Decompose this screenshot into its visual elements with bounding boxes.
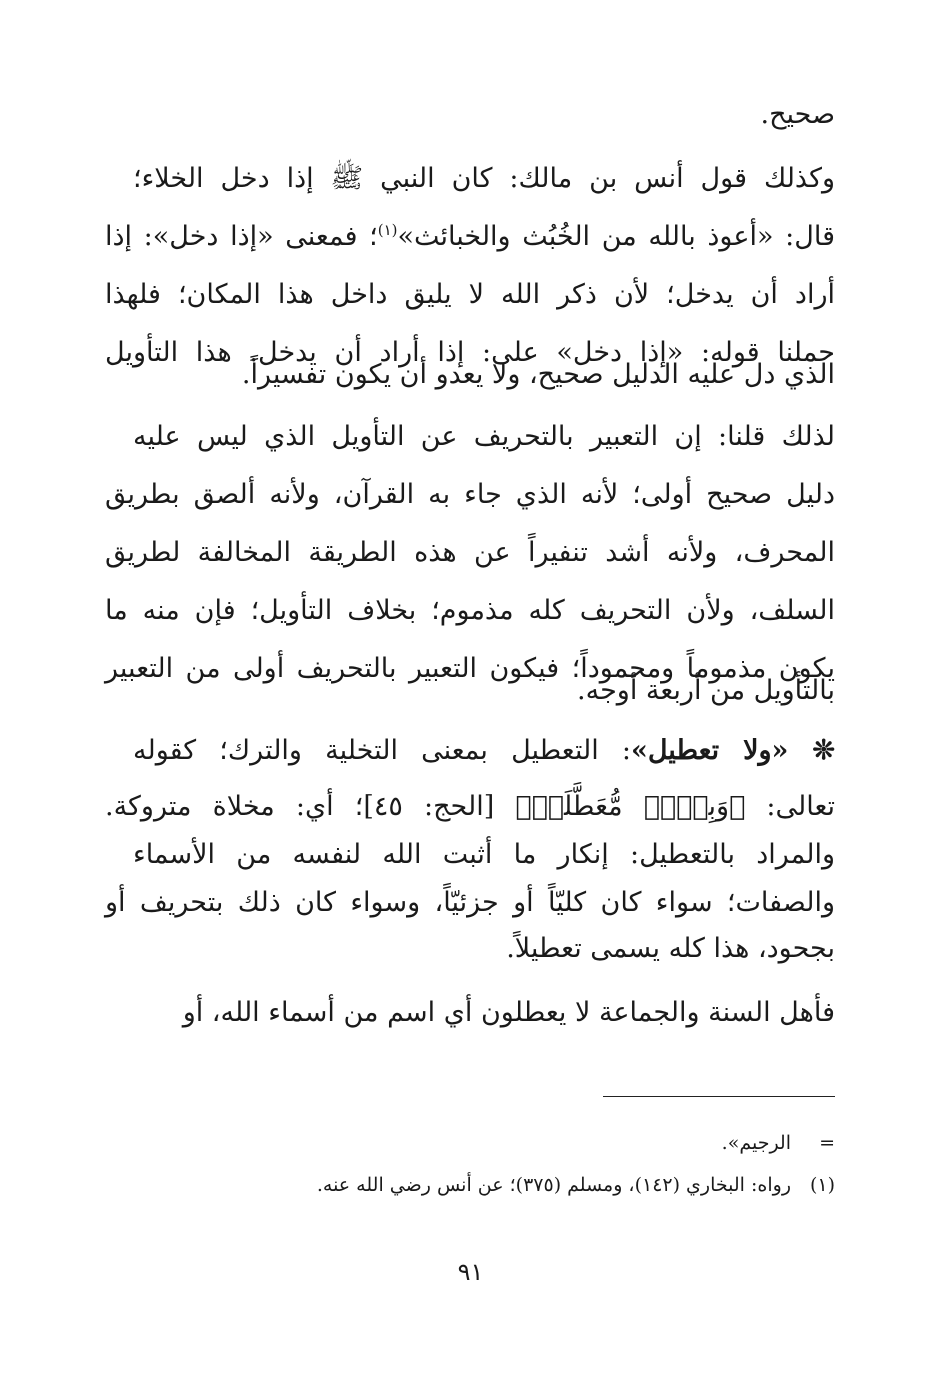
- text-line-17: بجحود، هذا كله يسمى تعطيلاً.: [506, 933, 835, 964]
- section-heading-text: : التعطيل بمعنى التخلية والترك؛ كقوله: [133, 735, 631, 766]
- section-heading: ❊ «ولا تعطيل»: [630, 735, 835, 766]
- text-line-15: والمراد بالتعطيل: إنكار ما أثبت الله لنفسه من الأسماء: [133, 839, 835, 870]
- text-line-3: [105, 208, 835, 266]
- footnote-continuation-mark: =: [819, 1132, 835, 1154]
- text-line-8: دليل صحيح أولى؛ لأنه الذي جاء به القرآن، ولأنه ألصق بطريق: [105, 479, 835, 510]
- footnote-1-number: (١): [809, 1174, 835, 1196]
- footnote-1-text: رواه: البخاري (١٤٢)، ومسلم (٣٧٥)؛ عن أنس رضي الله عنه.: [316, 1174, 791, 1196]
- text-line-12: بالتأويل من أربعة أوجه.: [577, 675, 835, 706]
- text-line-14: تعالى: ﴿وَبِئۡرٖ مُّعَطَّلَةٖ﴾ [الحج: ٤٥]؛ أي: مخلاة متروكة.: [105, 791, 836, 822]
- page-number: ٩١: [457, 1258, 484, 1286]
- hadith-quote-continuation: ؛ فمعنى «إذا دخل»: إذا: [105, 221, 378, 252]
- text-line-6: الذي دل عليه الدليل صحيح، ولا يعدو أن يكون تفسيراً.: [241, 359, 835, 390]
- text-line-5: حملنا قوله: «إذا دخل» على: إذا أراد أن يدخل. هذا التأويل: [105, 337, 835, 368]
- footnote-marker: (١): [377, 221, 398, 239]
- text-line-2: وكذلك قول أنس بن مالك: كان النبي ﷺ إذا دخل الخلاء؛: [133, 163, 835, 194]
- text-line-7: لذلك قلنا: إن التعبير بالتحريف عن التأويل الذي ليس عليه: [133, 421, 835, 452]
- text-line-11: يكون مذموماً ومحموداً؛ فيكون التعبير بالتحريف أولى من التعبير: [105, 653, 835, 684]
- text-line-9: المحرف، ولأنه أشد تنفيراً عن هذه الطريقة المخالفة لطريق: [105, 537, 835, 568]
- text-line-16: والصفات؛ سواء كان كليّاً أو جزئيّاً، وسواء كان ذلك بتحريف أو: [105, 887, 835, 918]
- footnote-divider: [603, 1096, 835, 1097]
- hadith-quote: قال: «أعوذ بالله من الخُبُث والخبائث»: [397, 221, 835, 252]
- text-line-1: صحيح.: [760, 99, 835, 130]
- footnote-continuation-text: الرجيم».: [721, 1132, 791, 1154]
- text-line-18: فأهل السنة والجماعة لا يعطلون أي اسم من أسماء الله، أو: [182, 997, 835, 1028]
- text-line-13: [133, 722, 835, 780]
- text-line-10: السلف، ولأن التحريف كله مذموم؛ بخلاف التأويل؛ فإن منه ما: [105, 595, 835, 626]
- text-line-4: أراد أن يدخل؛ لأن ذكر الله لا يليق داخل هذا المكان؛ فلهذا: [105, 279, 835, 310]
